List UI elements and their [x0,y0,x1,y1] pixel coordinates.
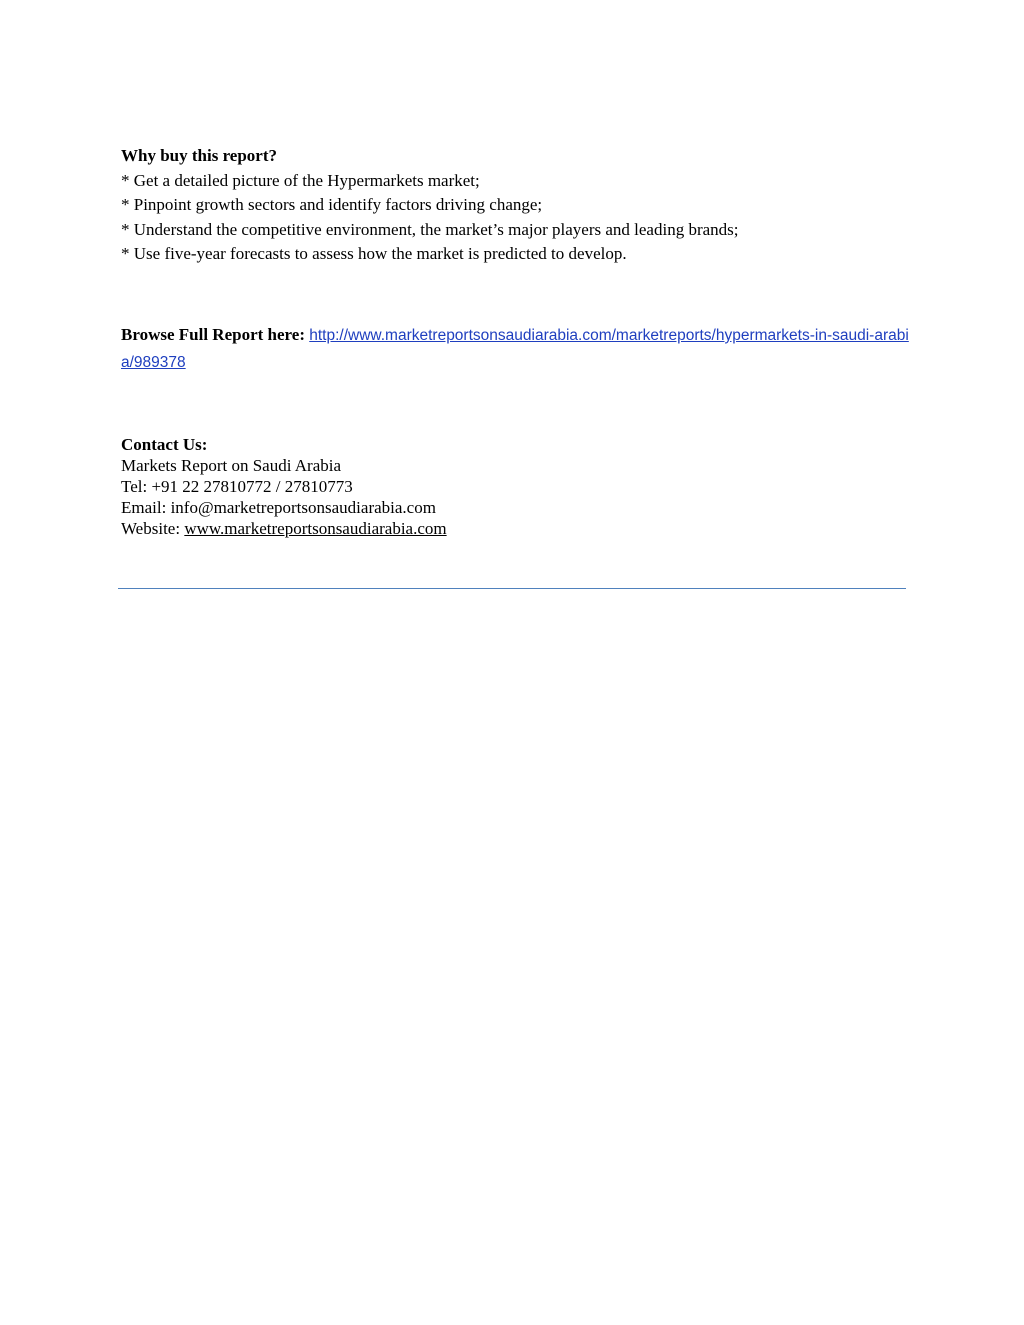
browse-section [121,322,911,376]
report-link[interactable]: http://www.marketreportsonsaudiarabia.com/marketreports/hypermarkets-in-saudi-arabia/989378 [121,327,909,371]
website-link[interactable]: www.marketreportsonsaudiarabia.com [184,519,447,538]
why-buy-heading: Why buy this report? [121,146,278,165]
website-label: Website: [121,519,185,538]
horizontal-divider [118,588,906,589]
contact-company: Markets Report on Saudi Arabia [121,456,342,475]
why-buy-point: * Use five-year forecasts to assess how the market is predicted to develop. [121,244,627,263]
why-buy-point: * Understand the competitive environment, the market’s major players and leading brands; [121,219,739,239]
contact-tel: Tel: +91 22 27810772 / 27810773 [121,477,353,496]
contact-email: Email: info@marketreportsonsaudiarabia.com [121,498,436,517]
why-buy-section [121,144,911,267]
contact-section [121,434,911,539]
browse-label: Browse Full Report here: [121,325,305,344]
contact-website [121,518,911,539]
why-buy-point: * Get a detailed picture of the Hypermarkets market; [121,170,480,190]
why-buy-point: * Pinpoint growth sectors and identify factors driving change; [121,195,543,214]
contact-heading: Contact Us: [121,435,208,454]
